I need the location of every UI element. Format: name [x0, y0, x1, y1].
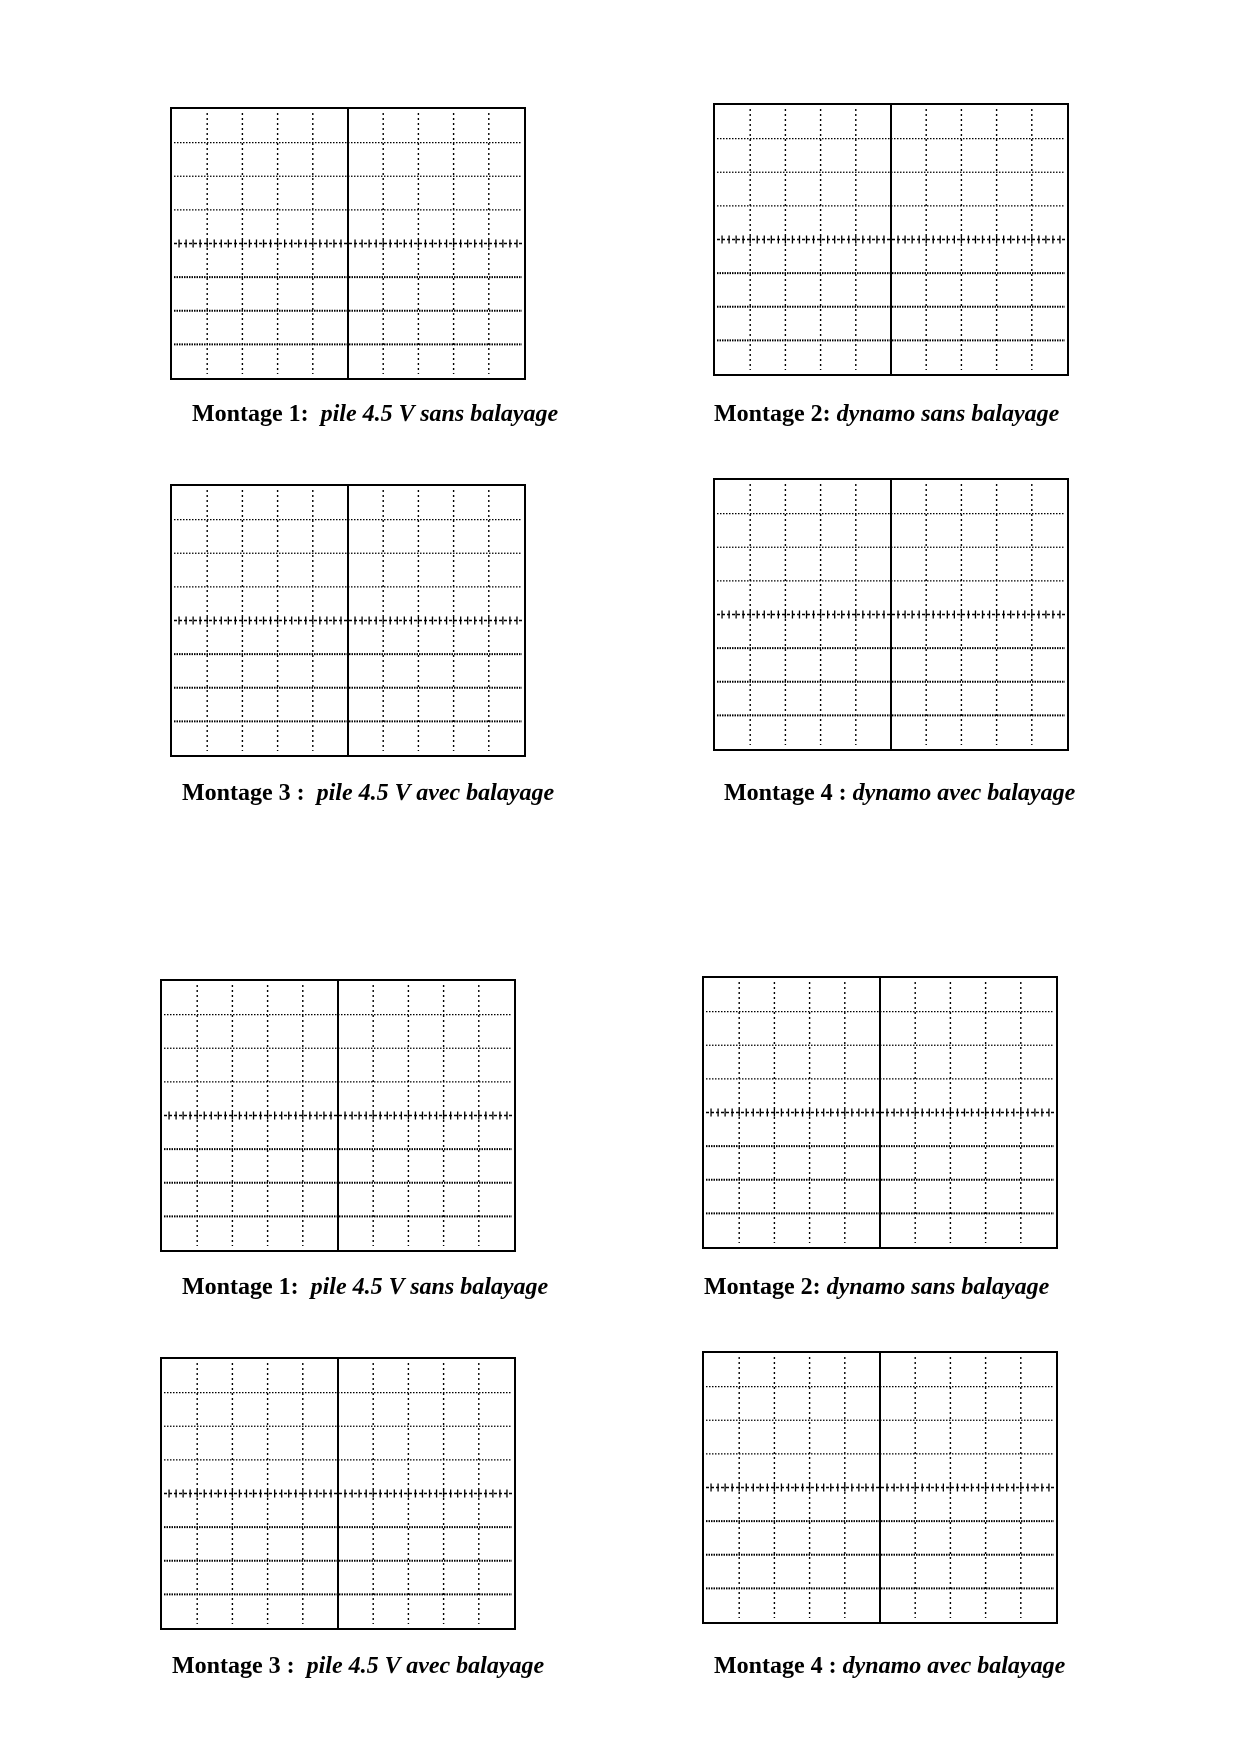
caption-montage-3	[172, 1651, 544, 1681]
caption-label: Montage 4 :	[714, 1653, 837, 1679]
caption-montage-3	[182, 778, 554, 808]
caption-label: Montage 2:	[704, 1274, 821, 1300]
caption-montage-1	[192, 399, 558, 429]
caption-description: pile 4.5 V avec balayage	[316, 780, 555, 806]
oscilloscope-screen	[170, 107, 526, 380]
graticule	[172, 486, 524, 755]
caption-label: Montage 3 :	[182, 780, 305, 806]
caption-montage-4	[724, 778, 1075, 808]
oscilloscope-screen	[160, 979, 516, 1252]
graticule	[715, 480, 1067, 749]
oscilloscope-screen	[702, 976, 1058, 1249]
caption-label: Montage 4 :	[724, 780, 847, 806]
caption-description: pile 4.5 V avec balayage	[306, 1653, 545, 1679]
caption-montage-1	[182, 1272, 548, 1302]
graticule	[172, 109, 524, 378]
caption-montage-4	[714, 1651, 1065, 1681]
oscilloscope-screen	[713, 103, 1069, 376]
oscilloscope-screen	[160, 1357, 516, 1630]
oscilloscope-screen	[170, 484, 526, 757]
graticule	[704, 1353, 1056, 1622]
caption-description: dynamo sans balayage	[836, 401, 1060, 427]
caption-description: dynamo sans balayage	[826, 1274, 1050, 1300]
caption-label: Montage 1:	[192, 401, 309, 427]
oscilloscope-screen	[702, 1351, 1058, 1624]
graticule	[715, 105, 1067, 374]
caption-label: Montage 2:	[714, 401, 831, 427]
graticule	[162, 1359, 514, 1628]
caption-description: dynamo avec balayage	[852, 780, 1076, 806]
graticule	[704, 978, 1056, 1247]
oscilloscope-screen	[713, 478, 1069, 751]
caption-montage-2	[714, 399, 1059, 429]
caption-description: pile 4.5 V sans balayage	[320, 401, 559, 427]
graticule	[162, 981, 514, 1250]
caption-description: dynamo avec balayage	[842, 1653, 1066, 1679]
caption-label: Montage 1:	[182, 1274, 299, 1300]
caption-montage-2	[704, 1272, 1049, 1302]
caption-label: Montage 3 :	[172, 1653, 295, 1679]
caption-description: pile 4.5 V sans balayage	[310, 1274, 549, 1300]
